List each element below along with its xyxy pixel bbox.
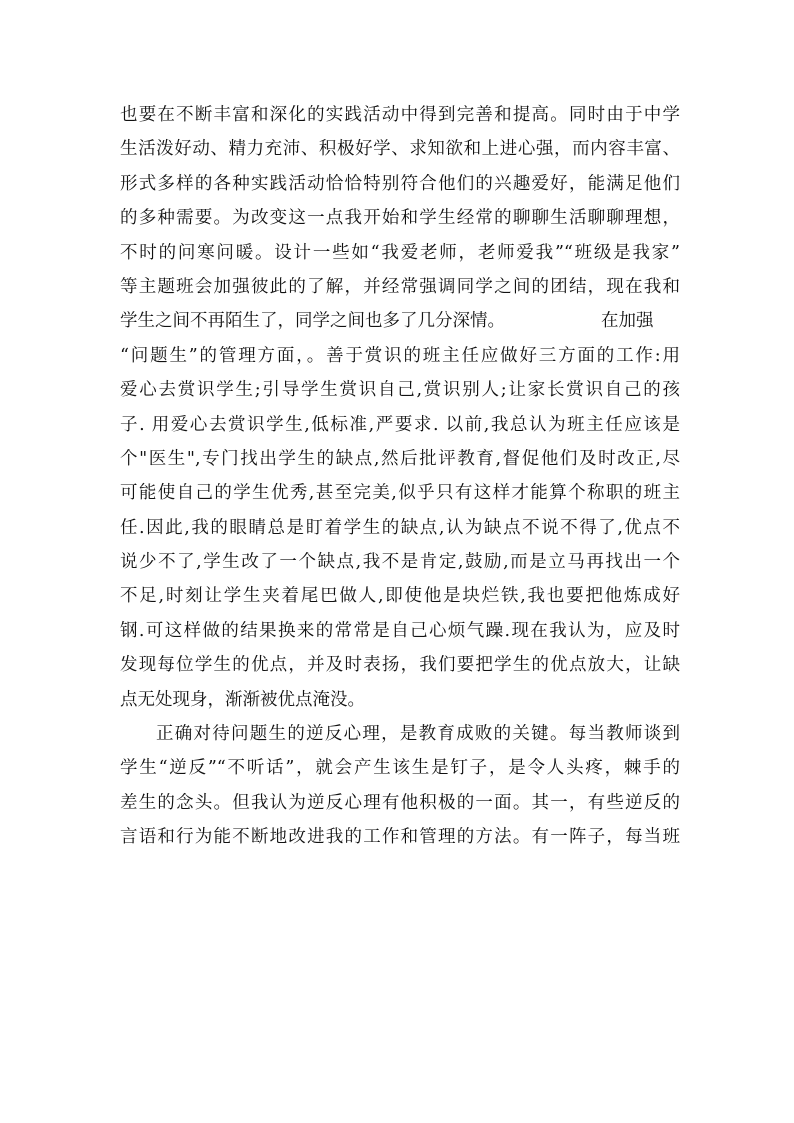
text-line: 说少不了,学生改了一个缺点,我不是肯定,鼓励,而是立马再找出一个 [120,552,680,573]
text-line: 任.因此,我的眼睛总是盯着学生的缺点,认为缺点不说不得了,优点不 [120,517,680,538]
text-line: “问题生”的管理方面，。善于赏识的班主任应做好三方面的工作:用 [120,345,680,366]
text-line: 正确对待问题生的逆反心理，是教育成败的关键。每当教师谈到 [156,724,680,745]
text-line [120,304,680,338]
text-line: 生活泼好动、精力充沛、积极好学、求知欲和上进心强，而内容丰富、 [120,139,680,160]
text-segment: 在加强 [601,311,654,332]
text-line: 等主题班会加强彼此的了解，并经常强调同学之间的团结，现在我和 [120,276,680,297]
text-line: 不时的问寒问暖。设计一些如“我爱老师，老师爱我”“班级是我家” [120,242,680,263]
text-line: 子. 用爱心去赏识学生,低标准,严要求. 以前,我总认为班主任应该是 [120,414,680,435]
text-line: 的多种需要。为改变这一点我开始和学生经常的聊聊生活聊聊理想， [120,208,680,229]
text-segment: 学生之间不再陌生了，同学之间也多了几分深情。 [120,311,505,332]
text-line: 学生“逆反”“不听话”，就会产生该生是钉子，是令人头疼，棘手的 [120,758,680,779]
text-line: 钢.可这样做的结果换来的常常是自己心烦气躁.现在我认为，应及时 [120,620,680,641]
text-line: 也要在不断丰富和深化的实践活动中得到完善和提高。同时由于中学 [120,105,680,125]
text-line: 形式多样的各种实践活动恰恰特别符合他们的兴趣爱好，能满足他们 [120,173,680,194]
text-line: 言语和行为能不断地改进我的工作和管理的方法。有一阵子，每当班 [120,827,680,848]
text-line: 不足,时刻让学生夹着尾巴做人,即使他是块烂铁,我也要把他炼成好 [120,586,680,607]
text-line: 点无处现身，渐渐被优点淹没。 [120,689,365,710]
text-line: 爱心去赏识学生;引导学生赏识自己,赏识别人;让家长赏识自己的孩 [120,380,680,401]
text-line: 个"医生",专门找出学生的缺点,然后批评教育,督促他们及时改正,尽 [120,448,680,469]
text-line: 差生的念头。但我认为逆反心理有他积极的一面。其一，有些逆反的 [120,792,680,813]
text-line: 发现每位学生的优点，并及时表扬，我们要把学生的优点放大，让缺 [120,655,680,676]
text-line: 可能使自己的学生优秀,甚至完美,似乎只有这样才能算个称职的班主 [120,483,680,504]
body-text [120,98,680,855]
